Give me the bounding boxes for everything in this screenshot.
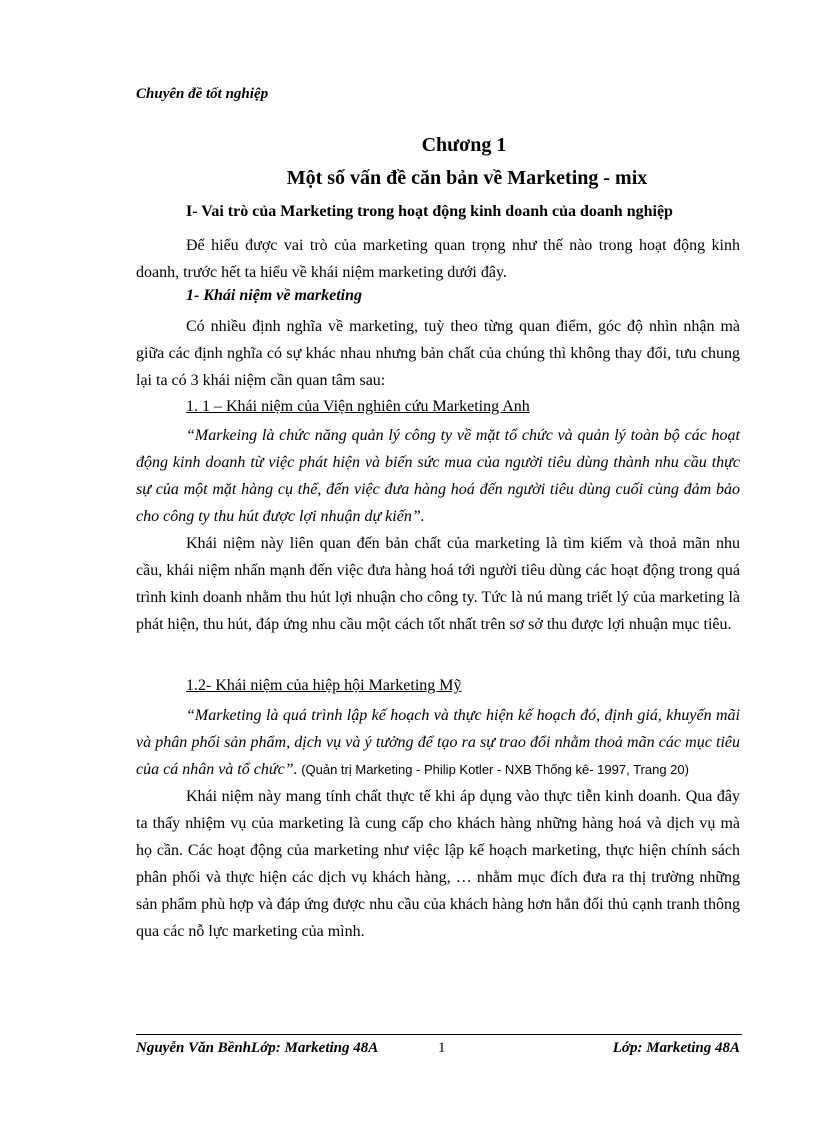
- us-quote: “Marketing là quá trình lập kế hoạch và thực hiện kế hoạch đó, định giá, khuyến mãi và phân phối sản phẩm, dịch vụ và ý tưởng để tạo ra sự trao đổi nhằm thoả mãn các mục tiêu của cá nhân và tổ chức”.: [136, 707, 740, 778]
- intro-paragraph: Để hiểu được vai trò của marketing quan trọng như thế nào trong hoạt động kinh doanh, trước hết ta hiểu về khái niệm marketing dưới đây.: [136, 237, 740, 281]
- chapter-label: Chương 1: [421, 134, 507, 156]
- uk-quote: “Markeing là chức năng quản lý công ty về mặt tổ chức và quản lý toàn bộ các hoạt động kinh doanh từ việc phát hiện và biến sức mua của người tiêu dùng thành nhu cầu thực sự của một mặt hàng cụ thể, đến việc đưa hàng hoá đến người tiêu dùng cuối cùng đảm bảo cho công ty thu hút được lợi nhuận dự kiến”.: [136, 427, 740, 525]
- definitions-paragraph: Có nhiều định nghĩa về marketing, tuỳ theo từng quan điểm, góc độ nhìn nhận mà giữa các định nghĩa có sự khác nhau nhưng bản chất của chúng thì không thay đổi, tưu chung lại ta có 3 khái niệm cần quan tâm sau:: [136, 318, 740, 389]
- definitions-block: [136, 313, 740, 394]
- subsection-heading-1-1: 1. 1 – Khái niệm của Viện nghiên cứu Marketing Anh: [186, 398, 530, 415]
- footer-author: Nguyễn Văn BềnhLớp: Marketing 48A: [136, 1040, 379, 1056]
- citation: (Quản trị Marketing - Philip Kotler - NXB Thống kê- 1997, Trang 20): [297, 762, 689, 777]
- us-quote-paragraph: [136, 702, 740, 783]
- footer-class: Lớp: Marketing 48A: [612, 1040, 740, 1056]
- uk-explanation: Khái niệm này liên quan đến bản chất của marketing là tìm kiếm và thoả mãn nhu cầu, khái niệm nhấn mạnh đến việc đưa hàng hoá tới người tiêu dùng các hoạt động trong quá trình kinh doanh nhằm thu hút lợi nhuận cho công ty. Tức là nú mang triết lý của marketing là phát hiện, thu hút, đáp ứng nhu cầu một cách tốt nhất trên sơ sở thu được lợi nhuận mục tiêu.: [136, 535, 740, 633]
- running-header: Chuyên đề tốt nghiệp: [136, 86, 269, 102]
- subsection-heading-1-2: 1.2- Khái niệm của hiệp hội Marketing Mỹ: [186, 677, 462, 694]
- us-definition-block: [136, 702, 740, 945]
- page-number: 1: [438, 1040, 446, 1056]
- section-heading: I- Vai trò của Marketing trong hoạt động kinh doanh của doanh nghiệp: [186, 203, 673, 220]
- us-explanation: Khái niệm này mang tính chất thực tế khi áp dụng vào thực tiễn kinh doanh. Qua đây ta thấy nhiệm vụ của marketing là cung cấp cho khách hàng những hàng hoá và dịch vụ mà họ cần. Các hoạt động của marketing như việc lập kế hoạch marketing, thực hiện chính sách phân phối và thực hiện các dịch vụ khách hàng, … nhằm mục đích đưa ra thị trường những sản phẩm phù hợp và đáp ứng được nhu cầu của khách hàng hơn hẳn đối thủ cạnh tranh thông qua các nỗ lực marketing của mình.: [136, 788, 740, 940]
- subsection-heading-1: 1- Khái niệm về marketing: [186, 287, 362, 304]
- intro-block: [136, 232, 740, 286]
- chapter-title: Một số vấn đề căn bản về Marketing - mix: [286, 167, 648, 189]
- uk-definition-block: [136, 422, 740, 638]
- footer-divider: [136, 1034, 742, 1035]
